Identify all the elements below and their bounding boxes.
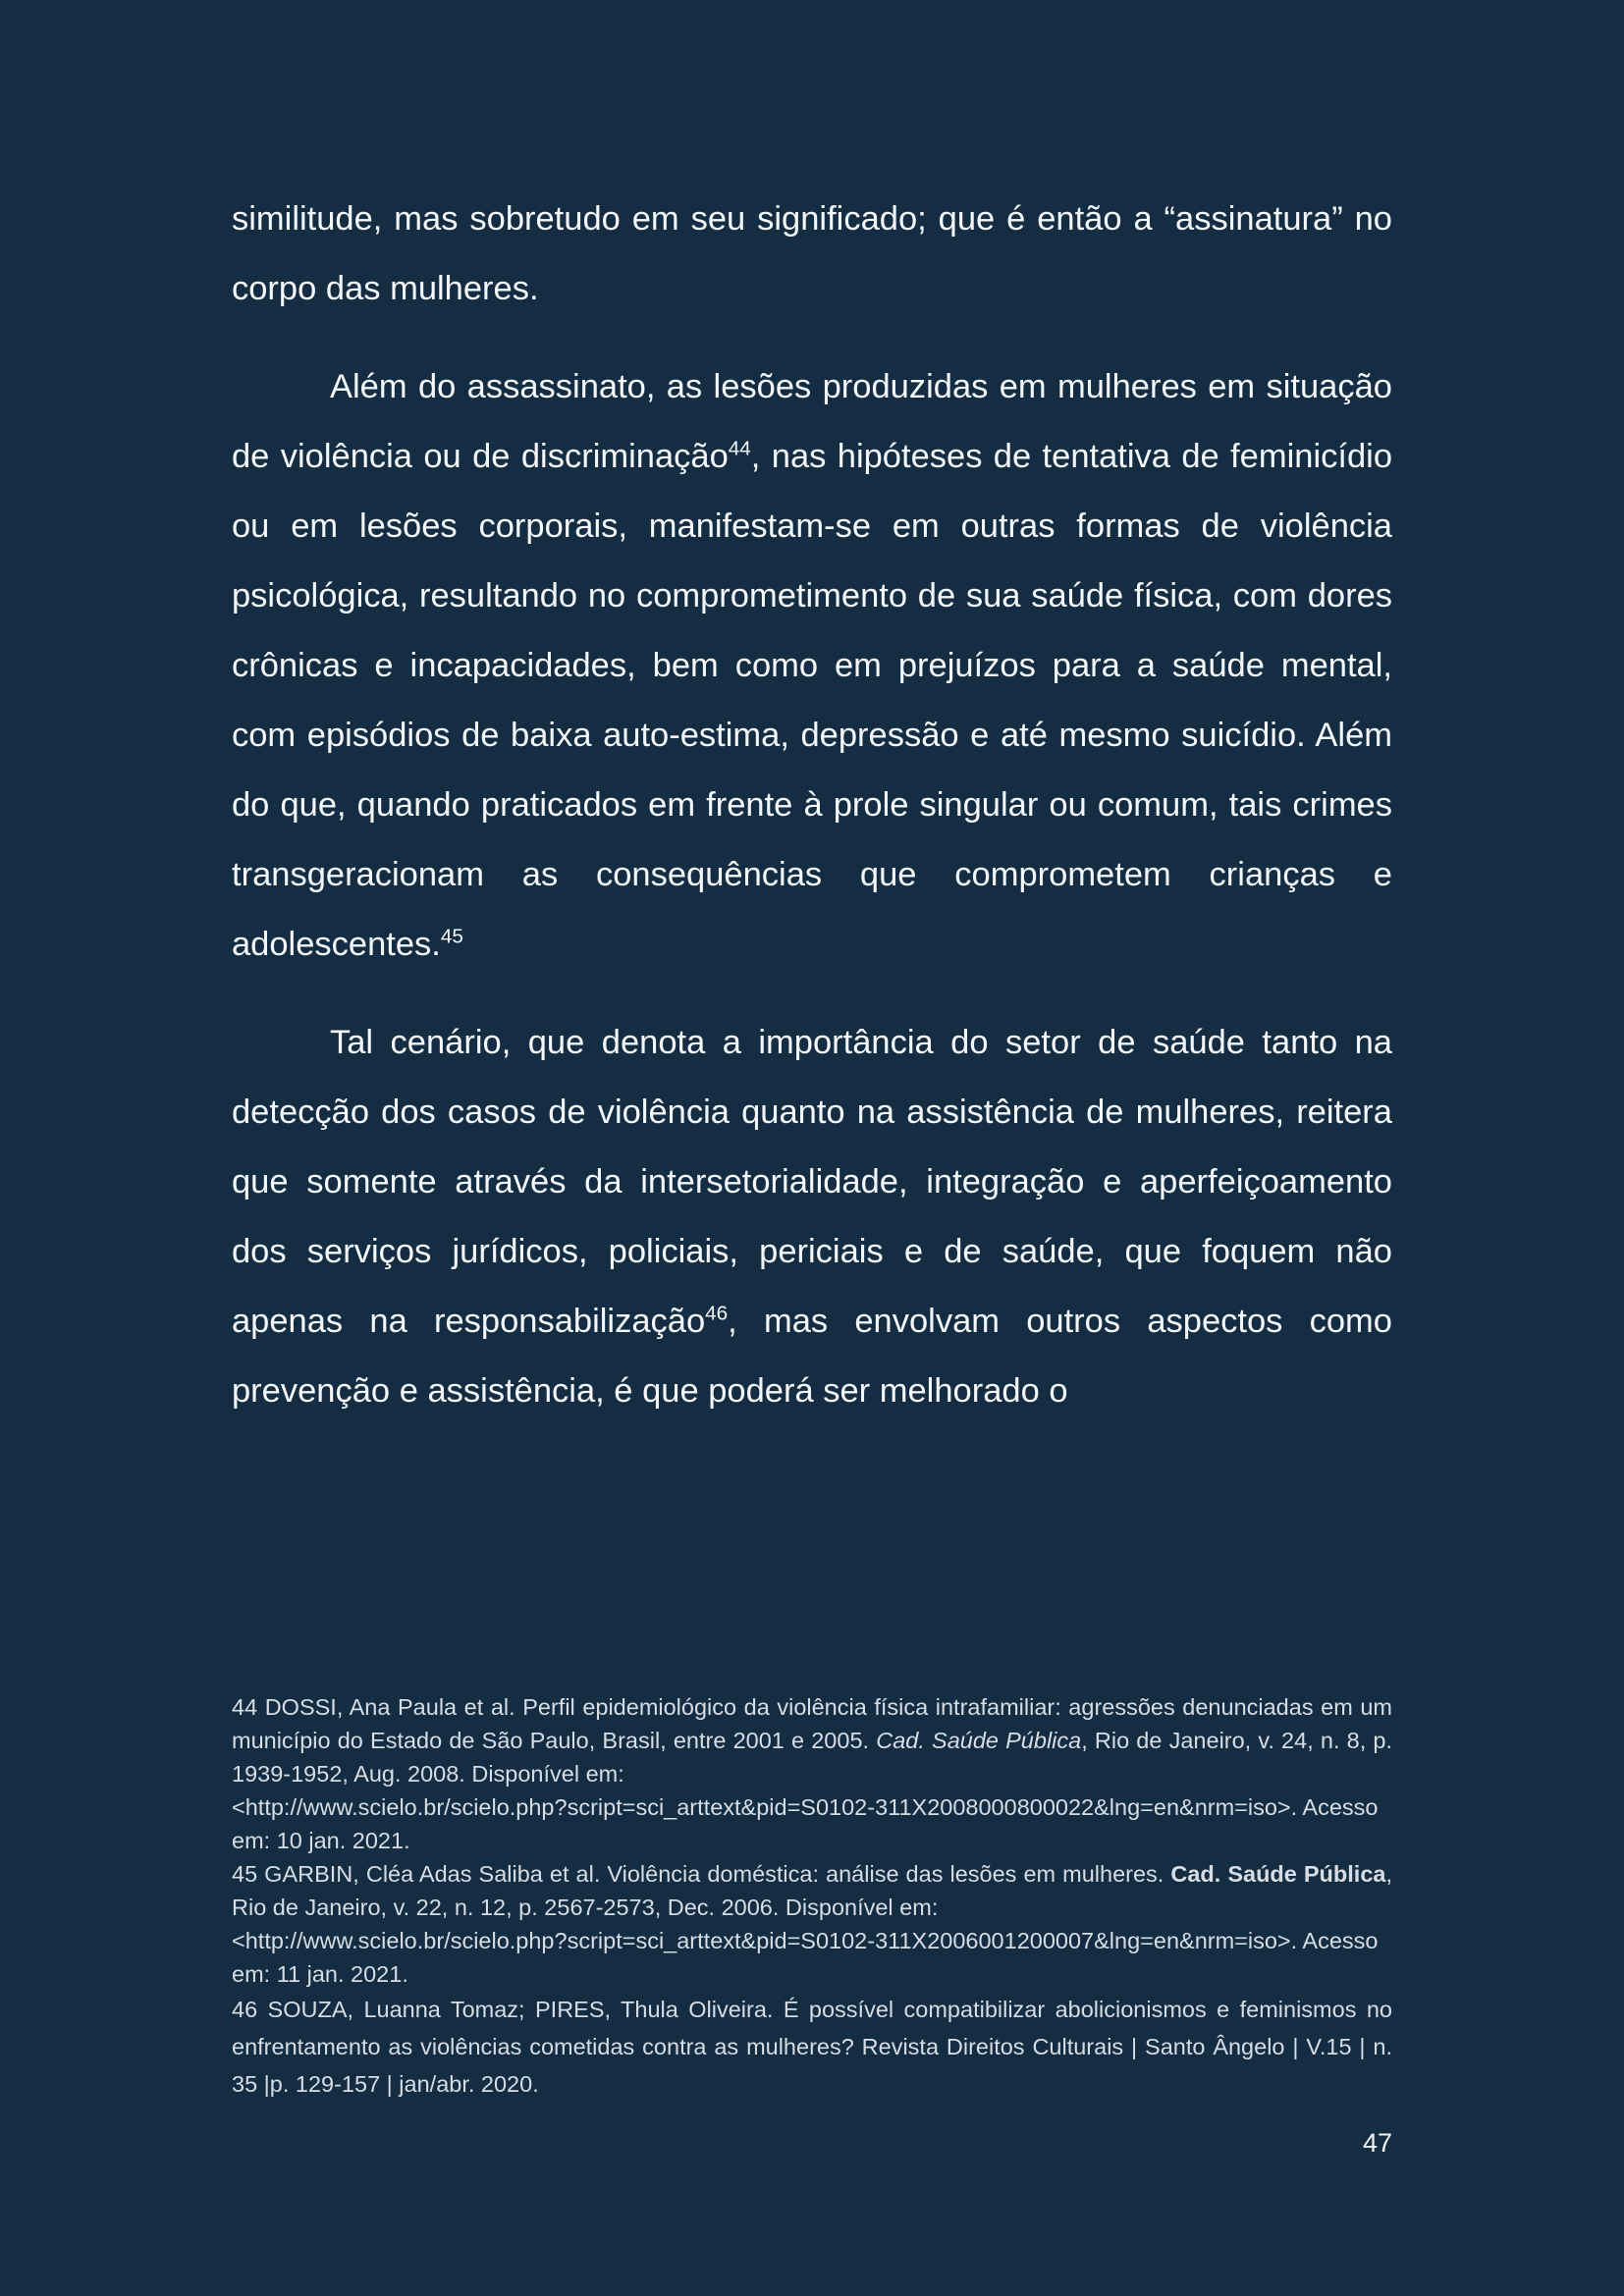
footnote-45-link[interactable]: <http://www.scielo.br/scielo.php?script=sci_arttext&pid=S0102-311X2006001200007&lng=en&nrm=iso>. Acesso em: 11 jan. 2021. [232,1928,1379,1987]
page-number: 47 [1362,2128,1392,2158]
paragraph-scenario-text-b: , mas envolvam outros aspectos como prevenção e assistência, é que poderá ser melhorado o [232,1303,1392,1410]
paragraph-injuries [232,352,1392,980]
paragraph-scenario [232,1008,1392,1426]
footnote-44 [232,1690,1392,1857]
footnote-ref-45[interactable]: 45 [440,925,463,948]
footnote-ref-44[interactable]: 44 [728,437,751,460]
paragraph-continuation: similitude, mas sobretudo em seu significado; que é então a “assinatura” no corpo das mulheres. [232,200,1392,307]
footnote-44-journal: Cad. Saúde Pública [876,1728,1082,1753]
footnote-44-link[interactable]: <http://www.scielo.br/scielo.php?script=sci_arttext&pid=S0102-311X2008000800022&lng=en&nrm=iso>. Acesso em: 10 jan. 2021. [232,1794,1379,1853]
footnote-46: 46 SOUZA, Luanna Tomaz; PIRES, Thula Oliveira. É possível compatibilizar abolicionismos e feminismos no enfrentamento as violências cometidas contra as mulheres? Revista Direitos Culturais | Santo Ângelo | V.15 | n. 35 |p. 129-157 | jan/abr. 2020. [232,1997,1392,2097]
footnote-45-details: , Rio de Janeiro, v. 22, n. 12, p. 2567-2573, Dec. 2006. Disponível em: [232,1861,1392,1920]
footnote-45 [232,1857,1392,1991]
paragraph-injuries-text-b: , nas hipóteses de tentativa de feminicídio ou em lesões corporais, manifestam-se em outras formas de violência psicológica, resultando no comprometimento de sua saúde física, com dores crônicas e incapacidades, bem como em prejuízos para a saúde mental, com episódios de baixa auto-estima, depressão e até mesmo suicídio. Além do que, quando praticados em frente à prole singular ou comum, tais crimes transgeracionam as consequências que comprometem crianças e adolescentes. [232,438,1393,963]
footnote-44-text: 44 DOSSI, Ana Paula et al. Perfil epidemiológico da violência física intrafamiliar: agressões denunciadas em um município do Estado de São Paulo, Brasil, entre 2001 e 2005. [232,1694,1392,1753]
paragraph-injuries-text-a: Além do assassinato, as lesões produzidas em mulheres em situação de violência ou de discriminação [232,368,1392,475]
footnote-45-text: 45 GARBIN, Cléa Adas Saliba et al. Violência doméstica: análise das lesões em mulheres. [232,1861,1171,1887]
footnote-ref-46[interactable]: 46 [705,1302,729,1325]
main-text [232,185,1392,1455]
footnotes-section [232,1690,1392,2103]
footnote-45-journal: Cad. Saúde Pública [1170,1861,1386,1887]
paragraph-scenario-text-a: Tal cenário, que denota a importância do setor de saúde tanto na detecção dos casos de violência quanto na assistência de mulheres, reitera que somente através da intersetorialidade, integração e aperfeiçoamento dos serviços jurídicos, policiais, periciais e de saúde, que foquem não apenas na responsabilização [232,1024,1392,1340]
footnote-44-details: , Rio de Janeiro, v. 24, n. 8, p. 1939-1952, Aug. 2008. Disponível em: [232,1728,1392,1787]
